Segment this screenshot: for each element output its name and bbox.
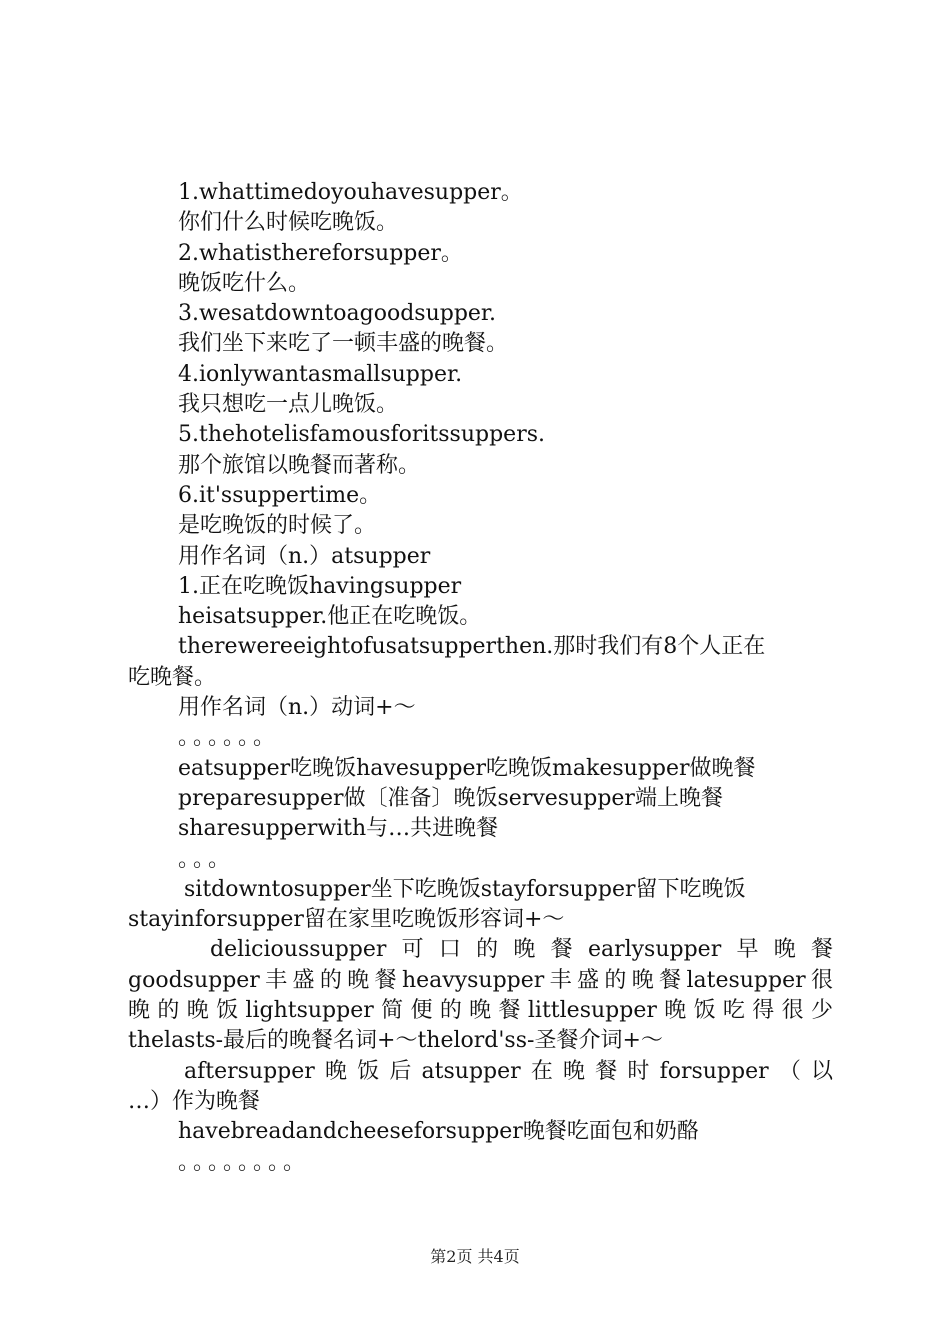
example-sentence-5-en: 5.thehotelisfamousforitssuppers. — [178, 422, 545, 448]
collocation-line: delicioussupper可口的晚餐earlysupper早晚餐 — [210, 937, 833, 963]
example-sentence-3-zh: 我们坐下来吃了一顿丰盛的晚餐。 — [178, 331, 509, 357]
collocation-line: havebreadandcheeseforsupper晚餐吃面包和奶酪 — [178, 1119, 699, 1145]
section-heading-verb-collocations: 用作名词（n.）动词+～ — [178, 695, 416, 721]
example-sentence-4-en: 4.ionlywantasmallsupper. — [178, 361, 463, 387]
page-footer: 第2页 共4页 — [430, 1247, 520, 1266]
collocation-line: aftersupper晚饭后atsupper在晚餐时forsupper（以 — [184, 1058, 833, 1084]
section-heading-atsupper: 用作名词（n.）atsupper — [178, 543, 431, 569]
example-sentence-2-en: 2.whatisthereforsupper。 — [178, 240, 463, 266]
example-sentence-1-zh: 你们什么时候吃晚饭。 — [178, 210, 399, 236]
ellipsis-dots: 。。。。。。 — [178, 725, 280, 751]
usage-line: 1.正在吃晚饭havingsupper — [178, 573, 462, 599]
collocation-line: 晚的晚饭lightsupper简便的晚餐littlesupper晚饭吃得很少 — [128, 998, 833, 1024]
collocation-line: …）作为晚餐 — [128, 1088, 261, 1114]
example-sentence-4-zh: 我只想吃一点儿晚饭。 — [178, 392, 399, 418]
example-sentence-2-zh: 晚饭吃什么。 — [178, 270, 311, 296]
usage-example: therewereeightofusatsupperthen.那时我们有8个人正在 — [178, 634, 766, 660]
ellipsis-dots: 。。。 — [178, 846, 235, 872]
example-sentence-6-zh: 是吃晚饭的时候了。 — [178, 513, 377, 539]
ellipsis-dots: 。。。。。。。。 — [178, 1149, 310, 1175]
example-sentence-6-en: 6.it'ssuppertime。 — [178, 482, 382, 508]
example-sentence-1-en: 1.whattimedoyouhavesupper。 — [178, 180, 523, 205]
body-text — [128, 178, 833, 1178]
collocation-line: goodsupper丰盛的晚餐heavysupper丰盛的晚餐latesupper很 — [128, 967, 833, 993]
example-sentence-5-zh: 那个旅馆以晚餐而著称。 — [178, 452, 421, 478]
collocation-line: eatsupper吃晚饭havesupper吃晚饭makesupper做晚餐 — [178, 755, 756, 781]
collocation-line: sharesupperwith与…共进晚餐 — [178, 816, 499, 842]
collocation-line: stayinforsupper留在家里吃晚饭形容词+～ — [128, 907, 565, 933]
collocation-line: sitdowntosupper坐下吃晚饭stayforsupper留下吃晚饭 — [184, 876, 746, 902]
example-sentence-3-en: 3.wesatdowntoagoodsupper. — [178, 301, 497, 327]
collocation-line: preparesupper做〔准备〕晚饭servesupper端上晚餐 — [178, 785, 723, 811]
collocation-line: thelasts-最后的晚餐名词+～thelord'ss-圣餐介词+～ — [128, 1028, 663, 1054]
usage-example-continued: 吃晚餐。 — [128, 664, 217, 690]
usage-example: heisatsupper.他正在吃晚饭。 — [178, 604, 482, 630]
